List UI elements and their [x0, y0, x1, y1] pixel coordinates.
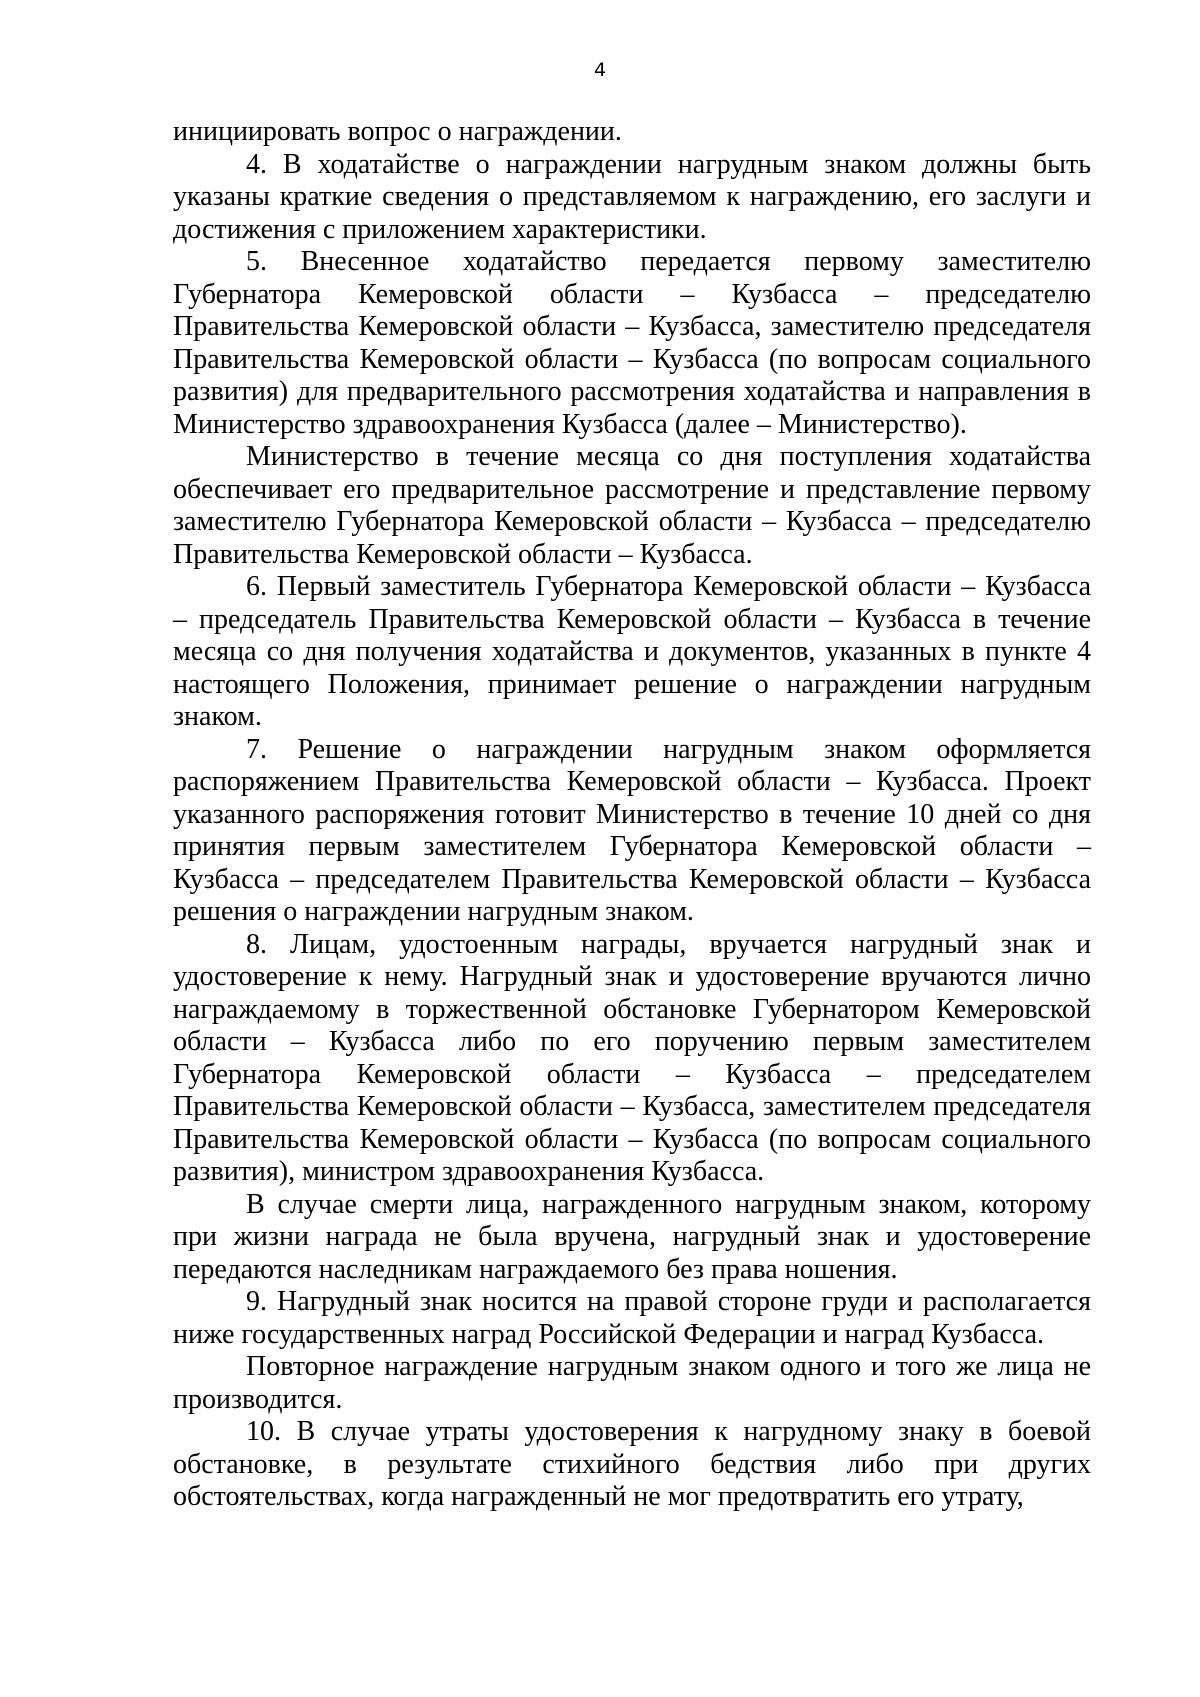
- paragraph-item-9-repeat-award: Повторное награждение нагрудным знаком одного и того же лица не производится.: [173, 1351, 1091, 1415]
- paragraph-item-8: 8. Лицам, удостоенным награды, вручается нагрудный знак и удостоверение к нему. Нагрудный знак и удостоверение вручаются лично награждаемому в торжественной обстановке Губернатором Кемеровской области – Кузбасса либо по его поручению первым заместителем Губернатора Кемеровской области – Кузбасса – председателем Правительства Кемеровской области – Кузбасса, заместителем председателя Правительства Кемеровской области – Кузбасса (по вопросам социального развития), министром здравоохранения Кузбасса.: [173, 928, 1091, 1187]
- paragraph-item-5-ministry: Министерство в течение месяца со дня поступления ходатайства обеспечивает его предварительное рассмотрение и представление первому заместителю Губернатора Кемеровской области – Кузбасса – председателю Правительства Кемеровской области – Кузбасса.: [173, 441, 1091, 570]
- paragraph-continuation: инициировать вопрос о награждении.: [173, 116, 622, 147]
- page-number: 4: [593, 59, 607, 81]
- paragraph-item-6: 6. Первый заместитель Губернатора Кемеровской области – Кузбасса – председатель Правительства Кемеровской области – Кузбасса в течение месяца со дня получения ходатайства и документов, указанных в пункте 4 настоящего Положения, принимает решение о награждении нагрудным знаком.: [173, 571, 1091, 732]
- paragraph-item-5: 5. Внесенное ходатайство передается первому заместителю Губернатора Кемеровской области – Кузбасса – председателю Правительства Кемеровской области – Кузбасса, заместителю председателя Правительства Кемеровской области – Кузбасса (по вопросам социального развития) для предварительного рассмотрения ходатайства и направления в Министерство здравоохранения Кузбасса (далее – Министерство).: [173, 246, 1091, 440]
- paragraph-item-7: 7. Решение о награждении нагрудным знаком оформляется распоряжением Правительства Кемеровской области – Кузбасса. Проект указанного распоряжения готовит Министерство в течение 10 дней со дня принятия первым заместителем Губернатора Кемеровской области – Кузбасса – председателем Правительства Кемеровской области – Кузбасса решения о награждении нагрудным знаком.: [173, 733, 1091, 927]
- paragraph-item-9: 9. Нагрудный знак носится на правой стороне груди и располагается ниже государственных наград Российской Федерации и наград Кузбасса.: [173, 1286, 1091, 1350]
- document-body: [173, 116, 1091, 1514]
- paragraph-item-4: 4. В ходатайстве о награждении нагрудным знаком должны быть указаны краткие сведения о представляемом к награждению, его заслуги и достижения с приложением характеристики.: [173, 148, 1091, 245]
- paragraph-item-10: 10. В случае утраты удостоверения к нагрудному знаку в боевой обстановке, в результате стихийного бедствия либо при других обстоятельствах, когда награжденный не мог предотвратить его утрату,: [173, 1416, 1091, 1512]
- paragraph-item-8-death-case: В случае смерти лица, награжденного нагрудным знаком, которому при жизни награда не была вручена, нагрудный знак и удостоверение передаются наследникам награждаемого без права ношения.: [173, 1188, 1091, 1285]
